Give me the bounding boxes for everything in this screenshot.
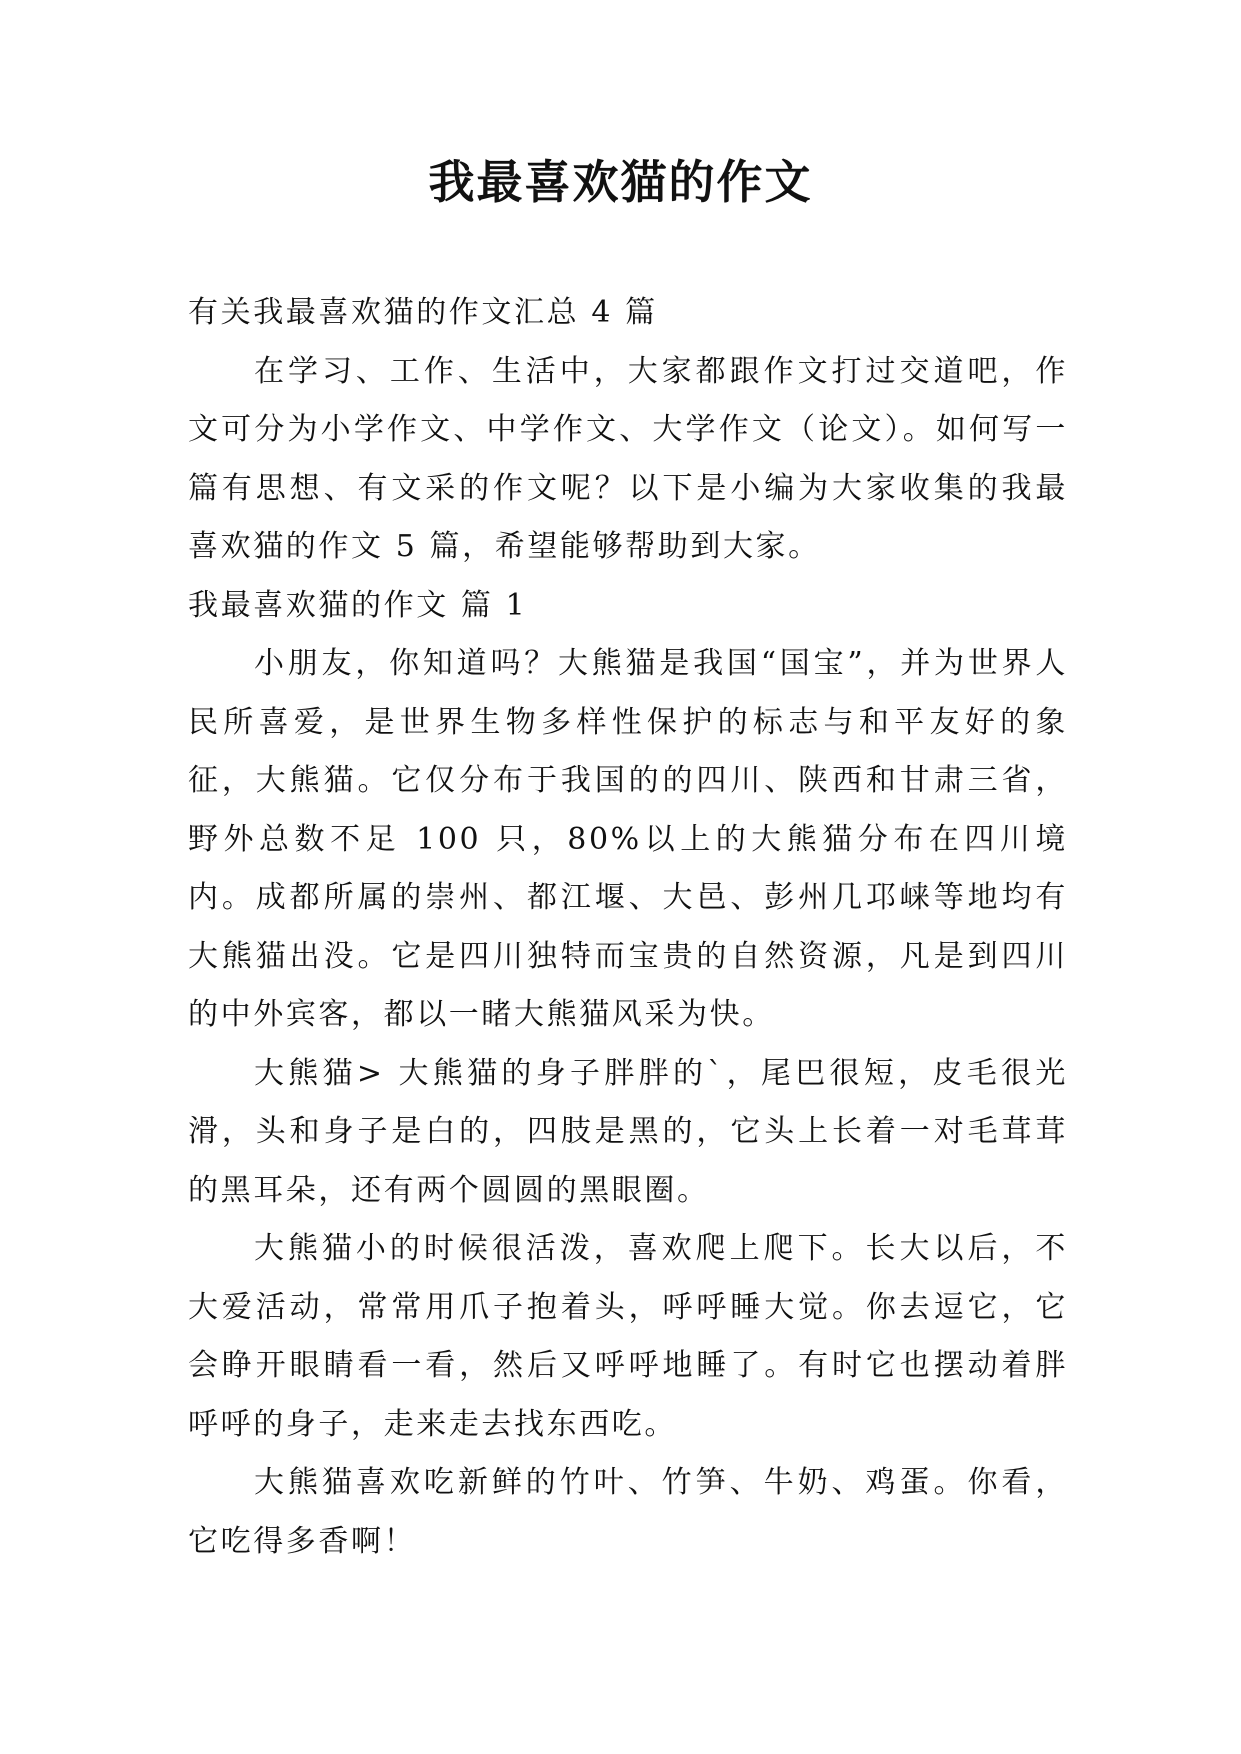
body-paragraph: 小朋友，你知道吗？大熊猫是我国“国宝”，并为世界人民所喜爱，是世界生物多样性保护的标志与和平友好的象征，大熊猫。它仅分布于我国的的四川、陕西和甘肃三省，野外总数不足 100 只，80%以上的大熊猫分布在四川境内。成都所属的崇州、都江堰、大邑、彭州几邛崃等地均有大熊猫出没。它是四川独特而宝贵的自然资源，凡是到四川的中外宾客，都以一睹大熊猫风采为快。 (188, 646, 1068, 1032)
section-heading: 我最喜欢猫的作文 篇 1 (188, 587, 528, 623)
document-body (188, 284, 1068, 1571)
document-title: 我最喜欢猫的作文 (428, 155, 813, 209)
intro-line: 有关我最喜欢猫的作文汇总 4 篇 (188, 295, 658, 330)
intro-paragraph: 在学习、工作、生活中，大家都跟作文打过交道吧，作文可分为小学作文、中学作文、大学作文（论文）。如何写一篇有思想、有文采的作文呢？以下是小编为大家收集的我最喜欢猫的作文 5 篇，希望能够帮助到大家。 (188, 353, 1068, 564)
body-paragraph: 大熊猫喜欢吃新鲜的竹叶、竹笋、牛奶、鸡蛋。你看，它吃得多香啊！ (188, 1465, 1068, 1559)
body-paragraph: 大熊猫> 大熊猫的身子胖胖的`，尾巴很短，皮毛很光滑，头和身子是白的，四肢是黑的，它头上长着一对毛茸茸的黑耳朵，还有两个圆圆的黑眼圈。 (188, 1055, 1068, 1208)
body-paragraph: 大熊猫小的时候很活泼，喜欢爬上爬下。长大以后，不大爱活动，常常用爪子抱着头，呼呼睡大觉。你去逗它，它会睁开眼睛看一看，然后又呼呼地睡了。有时它也摆动着胖呼呼的身子，走来走去找东西吃。 (188, 1231, 1068, 1442)
